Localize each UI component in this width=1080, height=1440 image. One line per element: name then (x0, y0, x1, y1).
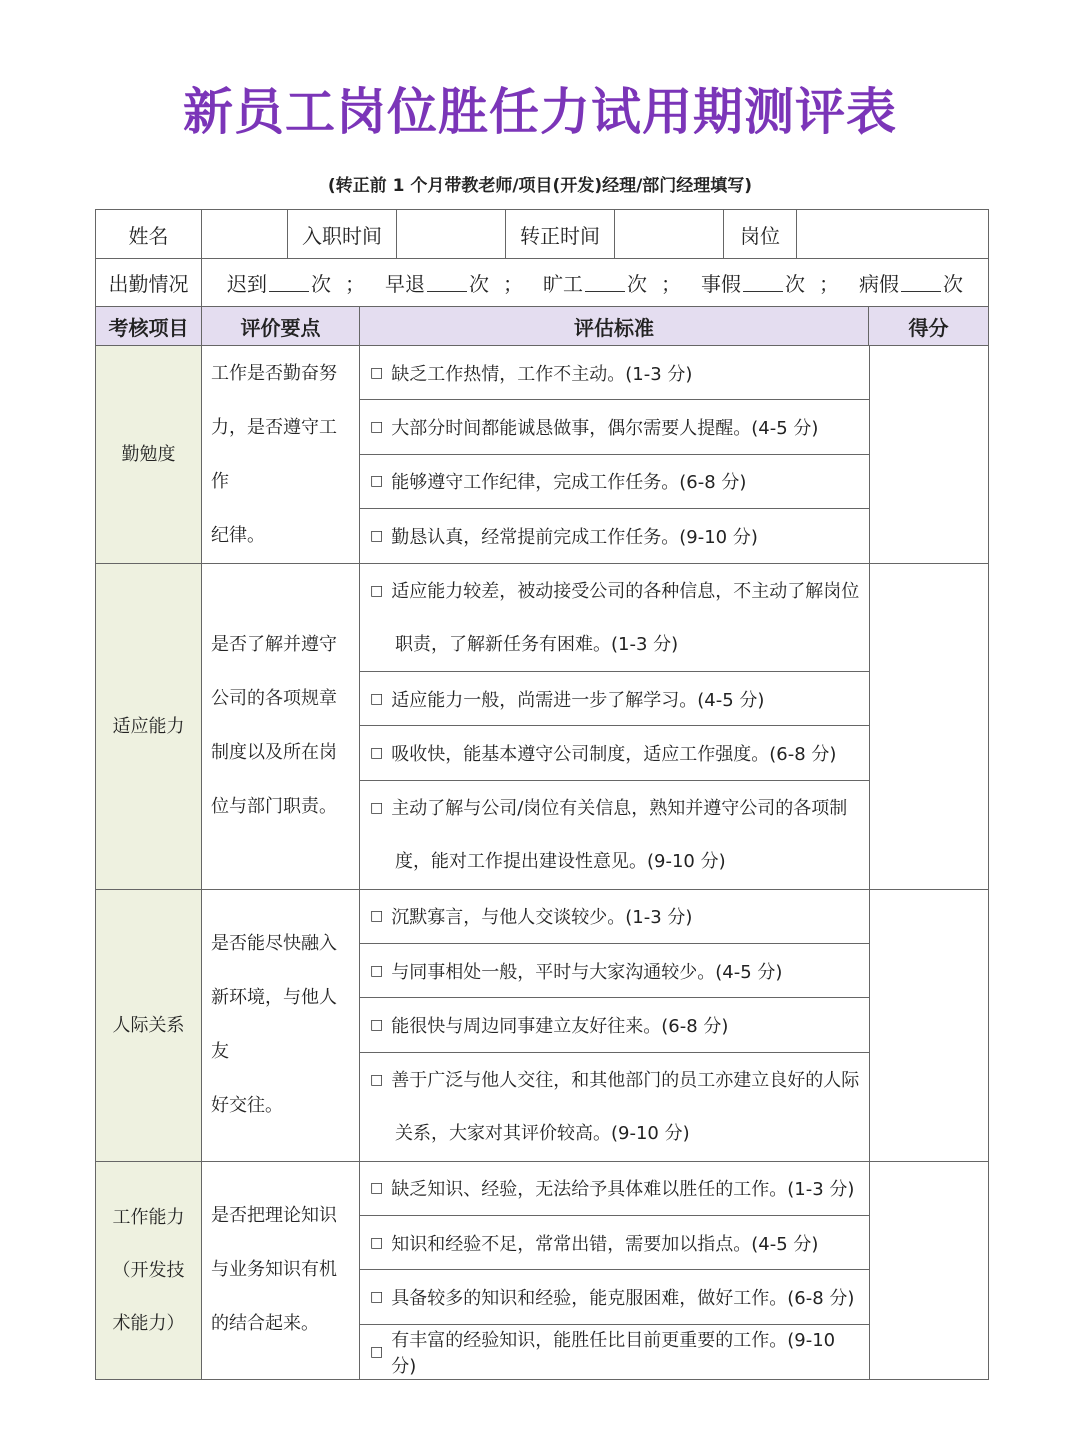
checkbox-icon[interactable]: □ (370, 1180, 384, 1197)
attendance-separator: ； (503, 272, 523, 296)
form-subtitle: (转正前 1 个月带教老师/项目(开发)经理/部门经理填写) (327, 176, 753, 196)
criteria-list (360, 346, 870, 563)
checkbox-icon[interactable]: □ (370, 1343, 384, 1360)
section-row (96, 564, 988, 890)
criteria-text: 有丰富的经验知识，能胜任比目前更重要的工作。(9-10 分) (391, 1329, 836, 1377)
category-label: 勤勉度 (121, 444, 176, 466)
criteria-option[interactable] (360, 998, 869, 1052)
category-label: 人际关系 (112, 1014, 185, 1036)
criteria-option[interactable] (360, 1216, 869, 1270)
criteria-list (360, 890, 870, 1161)
score-cell[interactable] (870, 890, 988, 1161)
criteria-text: 吸收快，能基本遵守公司制度，适应工作强度。(6-8 分) (391, 744, 837, 766)
evaluation-points-cell (202, 1162, 360, 1379)
attendance-count-blank[interactable] (585, 273, 625, 292)
category-cell (96, 564, 202, 889)
post-label: 岗位 (724, 210, 797, 258)
category-label: 术能力） (112, 1312, 185, 1334)
checkbox-icon[interactable]: □ (370, 908, 384, 925)
evaluation-point-line: 公司的各项规章 (211, 688, 337, 710)
attendance-items (202, 268, 988, 297)
checkbox-icon[interactable]: □ (370, 364, 384, 381)
evaluation-point-line: 纪律。 (211, 524, 265, 546)
criteria-text: 大部分时间都能诚恳做事，偶尔需要人提醒。(4-5 分) (391, 417, 819, 439)
checkbox-icon[interactable]: □ (370, 418, 384, 435)
evaluation-points-cell (202, 890, 360, 1161)
criteria-text: 能够遵守工作纪律，完成工作任务。(6-8 分) (391, 472, 747, 494)
attendance-values (202, 259, 988, 306)
attendance-count-blank[interactable] (743, 273, 783, 292)
criteria-option[interactable] (360, 944, 869, 998)
score-cell[interactable] (870, 1162, 988, 1379)
attendance-separator: ； (345, 272, 365, 296)
attendance-item-unit: 次 (469, 272, 489, 296)
evaluation-point-line: 是否了解并遵守 (211, 634, 337, 656)
checkbox-icon[interactable]: □ (370, 1071, 384, 1088)
attendance-count-blank[interactable] (901, 273, 941, 292)
attendance-count-blank[interactable] (427, 273, 467, 292)
criteria-option[interactable] (360, 726, 869, 780)
evaluation-sections (96, 346, 988, 1380)
table-header-row (96, 307, 988, 346)
criteria-option[interactable] (360, 564, 869, 672)
header-criteria: 评估标准 (360, 307, 869, 345)
criteria-option[interactable] (360, 455, 869, 509)
name-value-cell[interactable] (202, 210, 288, 258)
criteria-option[interactable] (360, 1053, 869, 1161)
category-cell (96, 890, 202, 1161)
section-row (96, 346, 988, 564)
checkbox-icon[interactable]: □ (370, 473, 384, 490)
attendance-separator: ； (661, 272, 681, 296)
evaluation-point-line: 与业务知识有机 (211, 1259, 337, 1281)
attendance-item-label: 早退 (385, 272, 425, 296)
score-cell[interactable] (870, 346, 988, 563)
attendance-label: 出勤情况 (96, 259, 202, 306)
evaluation-point-line: 的结合起来。 (211, 1313, 319, 1335)
checkbox-icon[interactable]: □ (370, 690, 384, 707)
evaluation-point-line: 制度以及所在岗 (211, 742, 337, 764)
criteria-text: 缺乏知识、经验，无法给予具体难以胜任的工作。(1-3 分) (391, 1179, 855, 1201)
criteria-option[interactable] (360, 400, 869, 454)
category-label: 工作能力 (112, 1206, 185, 1228)
form-title: 新员工岗位胜任力试用期测评表 (183, 83, 897, 141)
info-row (96, 210, 988, 259)
attendance-item-unit: 次 (785, 272, 805, 296)
checkbox-icon[interactable]: □ (370, 1234, 384, 1251)
criteria-text-continued: 关系，大家对其评价较高。(9-10 分) (395, 1122, 690, 1144)
evaluation-points-cell (202, 564, 360, 889)
criteria-list (360, 564, 870, 889)
attendance-count-blank[interactable] (269, 273, 309, 292)
criteria-text: 能很快与周边同事建立友好往来。(6-8 分) (391, 1016, 729, 1038)
criteria-text-continued: 度，能对工作提出建设性意见。(9-10 分) (395, 850, 726, 872)
evaluation-point-line: 新环境，与他人友 (211, 987, 337, 1063)
criteria-option[interactable] (360, 781, 869, 889)
post-value-cell[interactable] (797, 210, 988, 258)
criteria-text: 沉默寡言，与他人交谈较少。(1-3 分) (391, 907, 693, 929)
evaluation-form (95, 209, 989, 1380)
checkbox-icon[interactable]: □ (370, 745, 384, 762)
criteria-option[interactable] (360, 890, 869, 944)
header-item: 考核项目 (96, 307, 202, 345)
regular-date-label: 转正时间 (506, 210, 615, 258)
attendance-separator: ； (819, 272, 839, 296)
category-cell (96, 346, 202, 563)
criteria-text-continued: 职责，了解新任务有困难。(1-3 分) (395, 633, 679, 655)
header-score: 得分 (908, 315, 949, 340)
attendance-item-unit: 次 (627, 272, 647, 296)
evaluation-point-line: 力，是否遵守工作 (211, 416, 337, 492)
section-row (96, 890, 988, 1162)
evaluation-point-line: 工作是否勤奋努 (211, 362, 337, 384)
criteria-option[interactable] (360, 1162, 869, 1216)
criteria-text: 知识和经验不足，常常出错，需要加以指点。(4-5 分) (391, 1233, 819, 1255)
header-points: 评价要点 (202, 307, 360, 345)
category-label: （开发技 (112, 1259, 185, 1281)
attendance-item-label: 事假 (701, 272, 741, 296)
checkbox-icon[interactable]: □ (370, 582, 384, 599)
criteria-option[interactable] (360, 1270, 869, 1324)
evaluation-point-line: 是否把理论知识 (211, 1205, 337, 1227)
category-label: 适应能力 (112, 715, 185, 737)
criteria-text: 具备较多的知识和经验，能克服困难，做好工作。(6-8 分) (391, 1287, 855, 1309)
criteria-text: 适应能力一般，尚需进一步了解学习。(4-5 分) (391, 689, 765, 711)
attendance-item-label: 病假 (859, 272, 899, 296)
evaluation-point-line: 位与部门职责。 (211, 796, 337, 818)
attendance-item-label: 旷工 (543, 272, 583, 296)
evaluation-point-line: 是否能尽快融入 (211, 933, 337, 955)
checkbox-icon[interactable]: □ (370, 1017, 384, 1034)
criteria-option[interactable] (360, 509, 869, 563)
section-row (96, 1162, 988, 1380)
criteria-option[interactable] (360, 1325, 869, 1379)
criteria-text: 与同事相处一般，平时与大家沟通较少。(4-5 分) (391, 961, 783, 983)
evaluation-point-line: 好交往。 (211, 1095, 283, 1117)
checkbox-icon[interactable]: □ (370, 799, 384, 816)
attendance-row (96, 259, 988, 307)
evaluation-points-cell (202, 346, 360, 563)
criteria-text: 勤恳认真，经常提前完成工作任务。(9-10 分) (391, 527, 758, 549)
name-label: 姓名 (96, 210, 202, 258)
checkbox-icon[interactable]: □ (370, 528, 384, 545)
attendance-item-unit: 次 (943, 272, 963, 296)
criteria-option[interactable] (360, 346, 869, 400)
checkbox-icon[interactable]: □ (370, 1288, 384, 1305)
join-date-label: 入职时间 (288, 210, 397, 258)
criteria-text: 主动了解与公司/岗位有关信息，熟知并遵守公司的各项制 (391, 797, 848, 819)
attendance-item-unit: 次 (311, 272, 331, 296)
regular-date-value-cell[interactable] (615, 210, 724, 258)
criteria-text: 适应能力较差，被动接受公司的各种信息，不主动了解岗位 (391, 580, 860, 602)
join-date-value-cell[interactable] (397, 210, 506, 258)
criteria-option[interactable] (360, 672, 869, 726)
category-cell (96, 1162, 202, 1379)
score-cell[interactable] (870, 564, 988, 889)
criteria-text: 善于广泛与他人交往，和其他部门的员工亦建立良好的人际 (391, 1069, 860, 1091)
checkbox-icon[interactable]: □ (370, 962, 384, 979)
attendance-item-label: 迟到 (227, 272, 267, 296)
criteria-text: 缺乏工作热情，工作不主动。(1-3 分) (391, 363, 693, 385)
criteria-list (360, 1162, 870, 1379)
